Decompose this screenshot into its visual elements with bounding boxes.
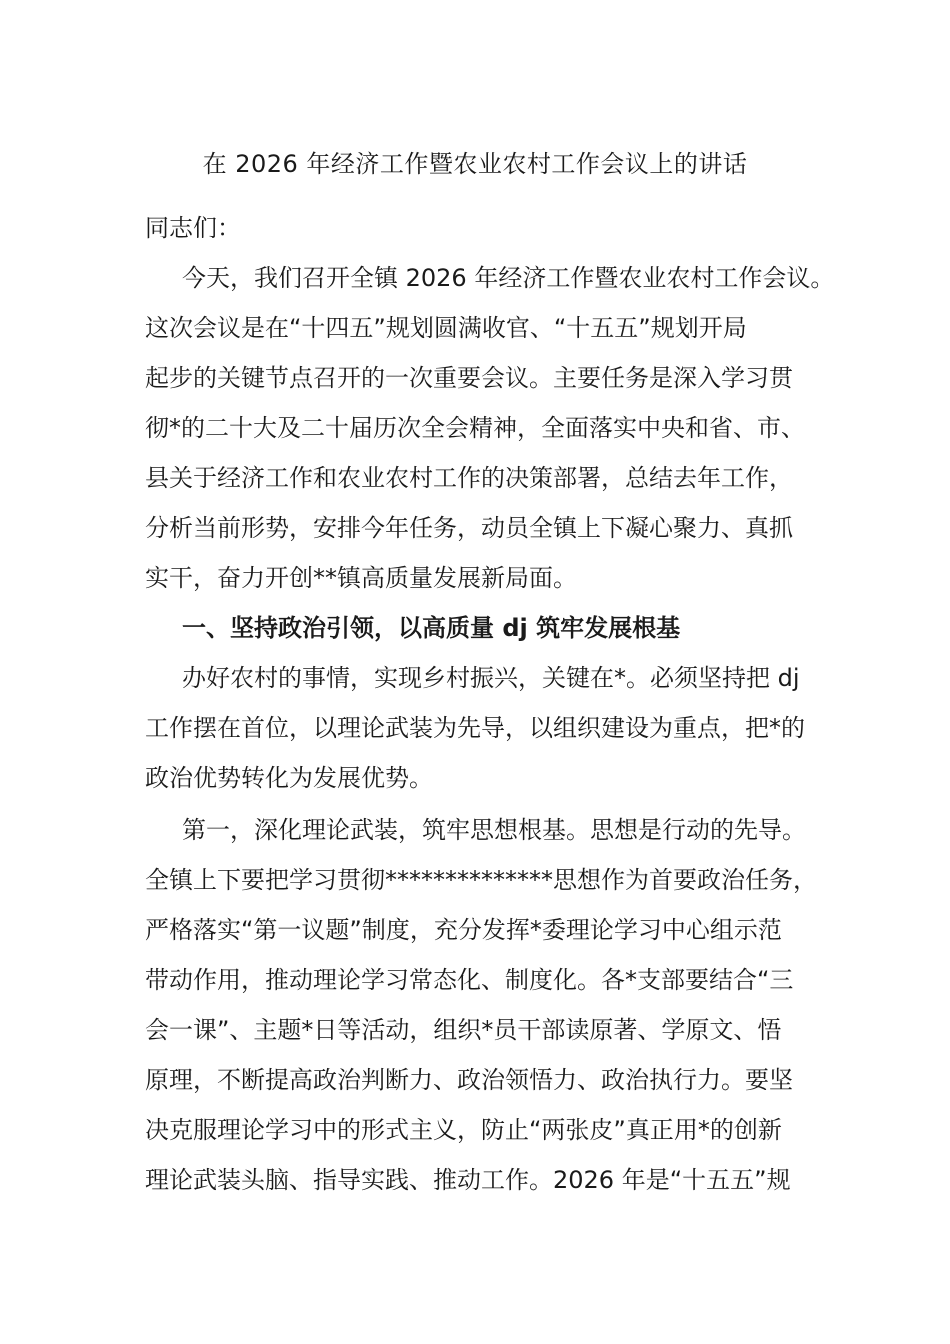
paragraph-line: 决克服理论学习中的形式主义，防止“两张皮”真正用*的创新 xyxy=(145,1116,782,1144)
paragraph-line: 第一，深化理论武装，筑牢思想根基。思想是行动的先导。 xyxy=(182,816,806,844)
paragraph-line: 原理，不断提高政治判断力、政治领悟力、政治执行力。要坚 xyxy=(145,1066,793,1094)
document-title: 在 2026 年经济工作暨农业农村工作会议上的讲话 xyxy=(202,150,748,178)
salutation: 同志们： xyxy=(145,214,241,242)
section-heading: 一、坚持政治引领，以高质量 dj 筑牢发展根基 xyxy=(182,614,681,642)
paragraph-line: 实干，奋力开创**镇高质量发展新局面。 xyxy=(145,564,577,592)
paragraph-line: 彻*的二十大及二十届历次全会精神，全面落实中央和省、市、 xyxy=(145,414,805,442)
paragraph-line: 这次会议是在“十四五”规划圆满收官、“十五五”规划开局 xyxy=(145,314,747,342)
paragraph-line: 起步的关键节点召开的一次重要会议。主要任务是深入学习贯 xyxy=(145,364,793,392)
paragraph-line: 带动作用，推动理论学习常态化、制度化。各*支部要结合“三 xyxy=(145,966,794,994)
paragraph-line: 会一课”、主题*日等活动，组织*员干部读原著、学原文、悟 xyxy=(145,1016,782,1044)
paragraph-line: 分析当前形势，安排今年任务，动员全镇上下凝心聚力、真抓 xyxy=(145,514,793,542)
paragraph-line: 工作摆在首位，以理论武装为先导，以组织建设为重点，把*的 xyxy=(145,714,805,742)
paragraph-line: 严格落实“第一议题”制度，充分发挥*委理论学习中心组示范 xyxy=(145,916,782,944)
paragraph-line: 全镇上下要把学习贯彻**************思想作为首要政治任务， xyxy=(145,866,817,894)
paragraph-line: 政治优势转化为发展优势。 xyxy=(145,764,433,792)
paragraph-line: 理论武装头脑、指导实践、推动工作。2026 年是“十五五”规 xyxy=(145,1166,791,1194)
paragraph-line: 今天，我们召开全镇 2026 年经济工作暨农业农村工作会议。 xyxy=(182,264,835,292)
paragraph-line: 县关于经济工作和农业农村工作的决策部署，总结去年工作， xyxy=(145,464,793,492)
paragraph-line: 办好农村的事情，实现乡村振兴，关键在*。必须坚持把 dj xyxy=(182,664,800,692)
